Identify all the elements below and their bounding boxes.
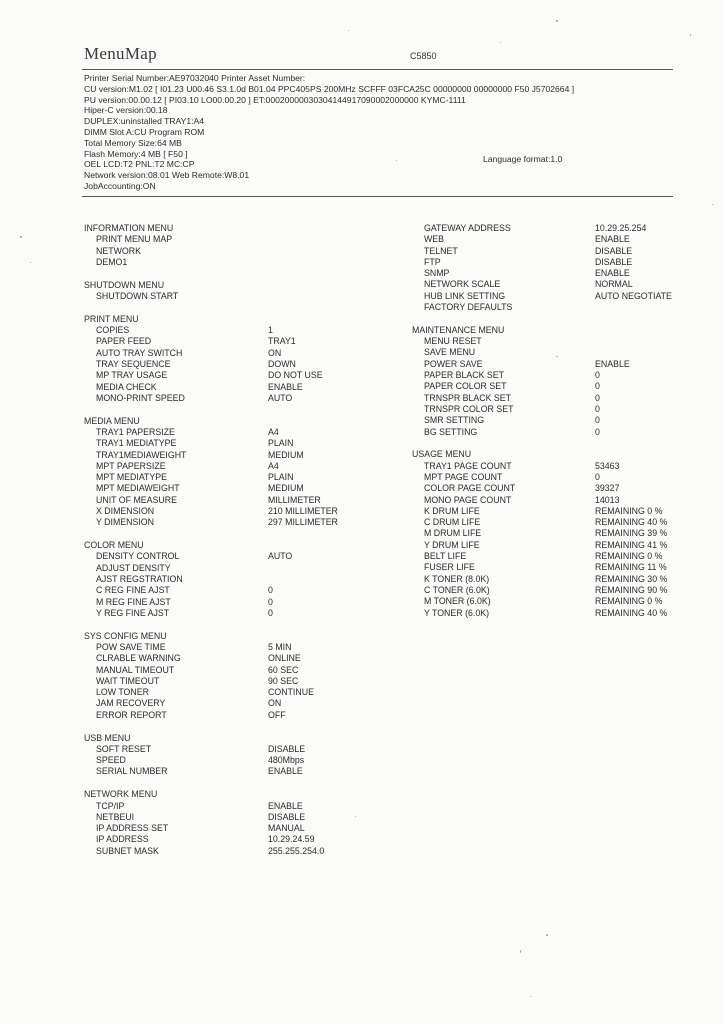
menu-item-label: SMR SETTING (424, 415, 485, 426)
menu-item-label: Y TONER (6.0K) (424, 607, 490, 618)
menu-item-value: 60 SEC (268, 664, 299, 675)
menu-row (412, 393, 712, 404)
menu-row (84, 801, 384, 812)
menu-item-label: M DRUM LIFE (424, 528, 482, 539)
menu-row (412, 495, 712, 506)
menu-item-value: 0 (595, 471, 600, 482)
menu-item-label: MONO PAGE COUNT (424, 494, 512, 505)
menu-row (412, 246, 712, 257)
menu-item-value: REMAINING 40 % (595, 517, 668, 528)
menu-item-label: MENU RESET (424, 336, 482, 347)
menu-row (84, 551, 384, 562)
menu-row (84, 744, 384, 755)
menu-row (84, 517, 384, 528)
menu-item-label: K DRUM LIFE (424, 505, 480, 516)
menu-item-label: X DIMENSION (96, 506, 155, 517)
menu-item-label: MEDIA CHECK (96, 381, 157, 392)
information-menu-section (84, 223, 384, 268)
scan-speck (690, 34, 691, 36)
page-title: MenuMap (84, 44, 157, 63)
info-line: OEL LCD:T2 PNL:T2 MC:CP (84, 159, 195, 170)
menu-item-label: PRINT MENU MAP (96, 234, 173, 245)
menu-row (84, 698, 384, 709)
menu-item-label: PAPER COLOR SET (424, 381, 507, 392)
info-line: DIMM Slot A:CU Program ROM (84, 126, 205, 137)
menu-row (412, 585, 712, 596)
print-menu-section (84, 314, 384, 404)
menu-row (412, 347, 712, 358)
section-title: USAGE MENU (412, 449, 472, 460)
scan-speck (348, 30, 349, 31)
menu-item-label: K TONER (8.0K) (424, 573, 490, 584)
menu-item-value: ONLINE (268, 653, 301, 664)
menu-item-value: DISABLE (268, 743, 306, 754)
menu-item-label: WEB (424, 234, 445, 245)
menu-row (84, 563, 384, 574)
menu-item-value: 1 (268, 325, 273, 336)
menu-row (84, 597, 384, 608)
menu-row (84, 755, 384, 766)
menu-item-label: MPT PAGE COUNT (424, 471, 503, 482)
menu-item-value: NORMAL (595, 279, 633, 290)
menu-row (84, 257, 384, 268)
usage-menu-section (412, 449, 712, 618)
menu-item-label: TRAY1 PAGE COUNT (424, 460, 512, 471)
menu-item-label: HUB LINK SETTING (424, 290, 506, 301)
menu-row (84, 483, 384, 494)
menu-item-label: SPEED (96, 755, 126, 766)
menu-row (412, 506, 712, 517)
menu-item-value: CONTINUE (268, 687, 314, 698)
scan-speck (30, 262, 31, 263)
menu-item-value: MILLIMETER (268, 494, 321, 505)
info-line: Flash Memory:4 MB [ F50 ] (84, 148, 188, 159)
menu-item-label: MPT PAPERSIZE (96, 460, 166, 471)
menu-item-label: COPIES (96, 325, 130, 336)
menu-item-label: TRAY1MEDIAWEIGHT (96, 449, 187, 460)
maintenance-menu-section (412, 325, 712, 438)
menu-item-value: 480Mbps (268, 755, 305, 766)
menu-item-label: PAPER BLACK SET (424, 370, 505, 381)
menu-item-value: 0 (595, 392, 600, 403)
menu-item-value: 14013 (595, 494, 620, 505)
scan-speck (500, 42, 501, 43)
menu-item-value: 5 MIN (268, 642, 292, 652)
menu-item-value: ENABLE (595, 234, 630, 245)
info-line: DUPLEX:uninstalled TRAY1:A4 (84, 116, 205, 127)
menu-row (84, 461, 384, 472)
menu-row (84, 348, 384, 359)
menu-row (84, 687, 384, 698)
menu-row (84, 495, 384, 506)
menu-row (412, 359, 712, 370)
section-title: COLOR MENU (84, 540, 144, 551)
info-line: Printer Serial Number:AE97032040 Printer Asset Number: (84, 73, 306, 83)
menu-item-label: TCP/IP (96, 800, 125, 811)
menu-item-value: 0 (595, 415, 600, 426)
menu-item-value: ENABLE (268, 800, 303, 811)
menu-item-value: DISABLE (595, 256, 633, 267)
menu-item-label: IP ADDRESS SET (96, 823, 169, 834)
menu-item-value: AUTO (268, 392, 293, 403)
menu-item-label: POW SAVE TIME (96, 642, 166, 652)
menu-row (84, 359, 384, 370)
menu-item-label: COLOR PAGE COUNT (424, 483, 516, 494)
menu-item-value: ENABLE (595, 358, 630, 369)
menu-item-label: TRAY1 MEDIATYPE (96, 438, 177, 449)
menu-row (84, 291, 384, 302)
menu-item-label: TRAY SEQUENCE (96, 358, 171, 369)
menu-item-label: C TONER (6.0K) (424, 584, 490, 595)
section-title: MEDIA MENU (84, 415, 140, 426)
menu-item-value: REMAINING 40 % (595, 607, 668, 618)
section-title: PRINT MENU (84, 313, 139, 324)
shutdown-menu-section (84, 280, 384, 303)
menu-item-value: REMAINING 0 % (595, 505, 663, 516)
menu-item-label: Y DRUM LIFE (424, 539, 480, 550)
menu-row (84, 665, 384, 676)
menu-item-value: DOWN (268, 358, 296, 369)
menu-item-label: MPT MEDIATYPE (96, 472, 168, 483)
menu-row (412, 291, 712, 302)
menu-row (84, 246, 384, 257)
menu-item-value: ENABLE (268, 766, 303, 777)
menu-item-label: DENSITY CONTROL (96, 551, 180, 562)
menu-item-value: ON (268, 347, 282, 358)
menu-row (412, 302, 712, 313)
menu-item-value: AUTO (268, 551, 293, 562)
menu-row (412, 381, 712, 392)
menu-row (84, 585, 384, 596)
menu-item-value: REMAINING 90 % (595, 584, 668, 595)
menu-item-value: PLAIN (268, 472, 294, 483)
menu-item-label: BELT LIFE (424, 551, 467, 562)
menu-row (412, 223, 712, 234)
menu-item-label: FTP (424, 256, 441, 267)
info-line: Network version:08.01 Web Remote:W8.01 (84, 170, 250, 181)
menu-item-value: REMAINING 0 % (595, 551, 663, 562)
menu-item-label: BG SETTING (424, 426, 478, 437)
menu-row (84, 846, 384, 857)
menu-row (412, 268, 712, 279)
menu-row (84, 834, 384, 845)
scan-speck (546, 934, 548, 936)
menu-item-value: 0 (268, 607, 273, 618)
menu-item-label: SAVE MENU (424, 347, 476, 358)
info-line: JobAccounting:ON (84, 180, 156, 191)
language-format: Language format:1.0 (483, 154, 563, 164)
menu-item-label: FUSER LIFE (424, 562, 475, 573)
menu-item-value: 0 (268, 596, 273, 607)
menu-item-label: TRNSPR COLOR SET (424, 403, 514, 414)
info-line: Hiper-C version:00.18 (84, 105, 168, 116)
menu-item-value: MANUAL (268, 823, 305, 834)
menu-item-value: REMAINING 30 % (595, 573, 668, 584)
menu-item-value: 0 (595, 381, 600, 392)
menu-item-label: C DRUM LIFE (424, 517, 481, 528)
scan-speck (530, 996, 531, 997)
menu-item-value: 297 MILLIMETER (268, 517, 338, 528)
menu-item-value: A4 (268, 460, 279, 471)
info-line: PU version:00.00.12 [ PI03.10 LO00.00.20 ] ET:00020000030304144917090002000000 KYMC-1111 (84, 94, 466, 105)
menu-item-label: WAIT TIMEOUT (96, 675, 160, 686)
menu-item-value: 10.29.24.59 (268, 834, 315, 845)
menu-row (84, 506, 384, 517)
menu-item-label: TELNET (424, 245, 458, 256)
scan-speck (556, 20, 558, 22)
menu-row (412, 415, 712, 426)
menu-row (412, 596, 712, 607)
menu-item-value: DISABLE (595, 245, 633, 256)
menu-item-label: SERIAL NUMBER (96, 766, 168, 777)
menu-row (84, 427, 384, 438)
menu-row (84, 325, 384, 336)
menu-item-label: MP TRAY USAGE (96, 370, 168, 381)
menu-item-value: 10.29.25.254 (595, 223, 647, 233)
section-title: SYS CONFIG MENU (84, 630, 167, 641)
section-title: USB MENU (84, 732, 131, 743)
menu-row (84, 336, 384, 347)
menu-row (84, 234, 384, 245)
info-line: CU version:M1.02 [ I01.23 U00.46 S3.1.0d B01.04 PPC405PS 200MHz SCFFF 03FCA25C 00000000 00000000 F50 J5702664 ] (84, 83, 575, 94)
menu-item-label: GATEWAY ADDRESS (424, 223, 511, 233)
menu-row (84, 608, 384, 619)
menu-item-value: 90 SEC (268, 675, 299, 686)
menu-row (412, 608, 712, 619)
media-menu-section (84, 416, 384, 529)
section-title: NETWORK MENU (84, 789, 158, 800)
menu-row (84, 710, 384, 721)
menu-item-value: REMAINING 0 % (595, 596, 663, 607)
menu-item-value: MEDIUM (268, 449, 304, 460)
menu-item-label: FACTORY DEFAULTS (424, 302, 513, 313)
menu-item-label: Y DIMENSION (96, 517, 155, 528)
menu-row (84, 393, 384, 404)
menu-item-label: ERROR REPORT (96, 709, 167, 720)
menu-item-value: REMAINING 39 % (595, 528, 668, 539)
menu-item-label: AUTO TRAY SWITCH (96, 347, 183, 358)
menu-item-value: AUTO NEGOTIATE (595, 290, 672, 301)
sys-config-menu-section (84, 631, 384, 721)
menu-item-label: AJST REGSTRATION (96, 574, 183, 585)
menu-item-label: ADJUST DENSITY (96, 562, 171, 573)
right-menu-column (412, 223, 712, 630)
menu-row (412, 540, 712, 551)
menu-row (412, 517, 712, 528)
menu-row (84, 676, 384, 687)
menu-item-value: 39327 (595, 483, 620, 494)
menu-item-label: IP ADDRESS (96, 834, 149, 845)
top-divider (82, 69, 673, 70)
menu-item-label: MPT MEDIAWEIGHT (96, 483, 180, 494)
menu-item-label: POWER SAVE (424, 358, 483, 369)
menu-item-label: NETWORK SCALE (424, 279, 501, 290)
info-line: Total Memory Size:64 MB (84, 137, 182, 148)
menu-row (84, 812, 384, 823)
menu-row (412, 336, 712, 347)
menu-item-label: SHUTDOWN START (96, 290, 179, 301)
usb-menu-section (84, 733, 384, 778)
menu-item-label: C REG FINE AJST (96, 585, 170, 596)
menu-item-label: PAPER FEED (96, 336, 152, 347)
left-menu-column (84, 223, 384, 869)
continued-settings-section (412, 223, 712, 313)
menu-item-value: REMAINING 41 % (595, 539, 668, 550)
menu-item-value: 210 MILLIMETER (268, 506, 338, 517)
section-title: INFORMATION MENU (84, 223, 174, 233)
menu-row (412, 234, 712, 245)
menu-item-label: MONO-PRINT SPEED (96, 392, 185, 403)
network-menu-section (84, 789, 384, 857)
menu-row (412, 461, 712, 472)
menu-row (84, 382, 384, 393)
menu-item-value: 0 (595, 403, 600, 414)
printer-info-block (84, 73, 674, 192)
menu-item-value: ENABLE (268, 381, 303, 392)
scan-speck (20, 236, 22, 238)
menu-item-value: 53463 (595, 460, 620, 471)
menu-row (84, 642, 384, 653)
menu-item-label: SUBNET MASK (96, 845, 159, 856)
menu-row (412, 370, 712, 381)
menu-item-value: PLAIN (268, 438, 294, 449)
menu-row (84, 766, 384, 777)
printer-model: C5850 (410, 51, 437, 61)
menu-row (412, 528, 712, 539)
section-title: MAINTENANCE MENU (412, 324, 505, 335)
menu-row (412, 483, 712, 494)
menu-item-value: ON (268, 698, 282, 709)
menu-row (412, 551, 712, 562)
menu-item-label: UNIT OF MEASURE (96, 494, 177, 505)
menu-item-label: LOW TONER (96, 687, 149, 698)
scan-speck (712, 204, 713, 205)
menu-item-label: NETBEUI (96, 811, 135, 822)
menu-row (84, 823, 384, 834)
menu-item-value: 0 (268, 585, 273, 596)
menu-item-label: SNMP (424, 268, 450, 279)
menu-item-label: TRAY1 PAPERSIZE (96, 426, 175, 437)
menu-item-label: DEMO1 (96, 256, 128, 267)
menu-item-value: TRAY1 (268, 336, 296, 347)
menu-item-value: OFF (268, 709, 286, 720)
menu-item-label: M TONER (6.0K) (424, 596, 491, 607)
menu-row (84, 438, 384, 449)
menu-row (412, 279, 712, 290)
menu-item-value: DO NOT USE (268, 370, 323, 381)
menu-item-label: MANUAL TIMEOUT (96, 664, 175, 675)
menu-row (412, 404, 712, 415)
menu-row (412, 574, 712, 585)
color-menu-section (84, 540, 384, 619)
menu-item-label: M REG FINE AJST (96, 596, 171, 607)
menu-row (412, 472, 712, 483)
menu-item-value: A4 (268, 426, 279, 437)
menu-item-label: CLRABLE WARNING (96, 653, 181, 664)
menu-item-value: 0 (595, 426, 600, 437)
menu-item-label: Y REG FINE AJST (96, 607, 170, 618)
menu-item-label: NETWORK (96, 245, 141, 256)
menu-item-value: 255.255.254.0 (268, 845, 325, 856)
scan-speck (520, 950, 521, 953)
menu-item-label: JAM RECOVERY (96, 698, 166, 709)
menu-item-label: TRNSPR BLACK SET (424, 392, 512, 403)
menu-item-value: REMAINING 11 % (595, 562, 667, 573)
header-bottom-divider (82, 196, 673, 197)
menu-item-value: DISABLE (268, 811, 306, 822)
menu-item-label: SOFT RESET (96, 743, 152, 754)
menu-row (84, 653, 384, 664)
section-title: SHUTDOWN MENU (84, 279, 165, 290)
menu-row (84, 574, 384, 585)
menu-row (412, 427, 712, 438)
menu-row (84, 472, 384, 483)
menu-row (412, 257, 712, 268)
menu-item-value: ENABLE (595, 268, 630, 279)
menu-item-value: 0 (595, 370, 600, 381)
menu-row (412, 562, 712, 573)
menu-row (84, 450, 384, 461)
menu-item-value: MEDIUM (268, 483, 304, 494)
menu-row (84, 370, 384, 381)
